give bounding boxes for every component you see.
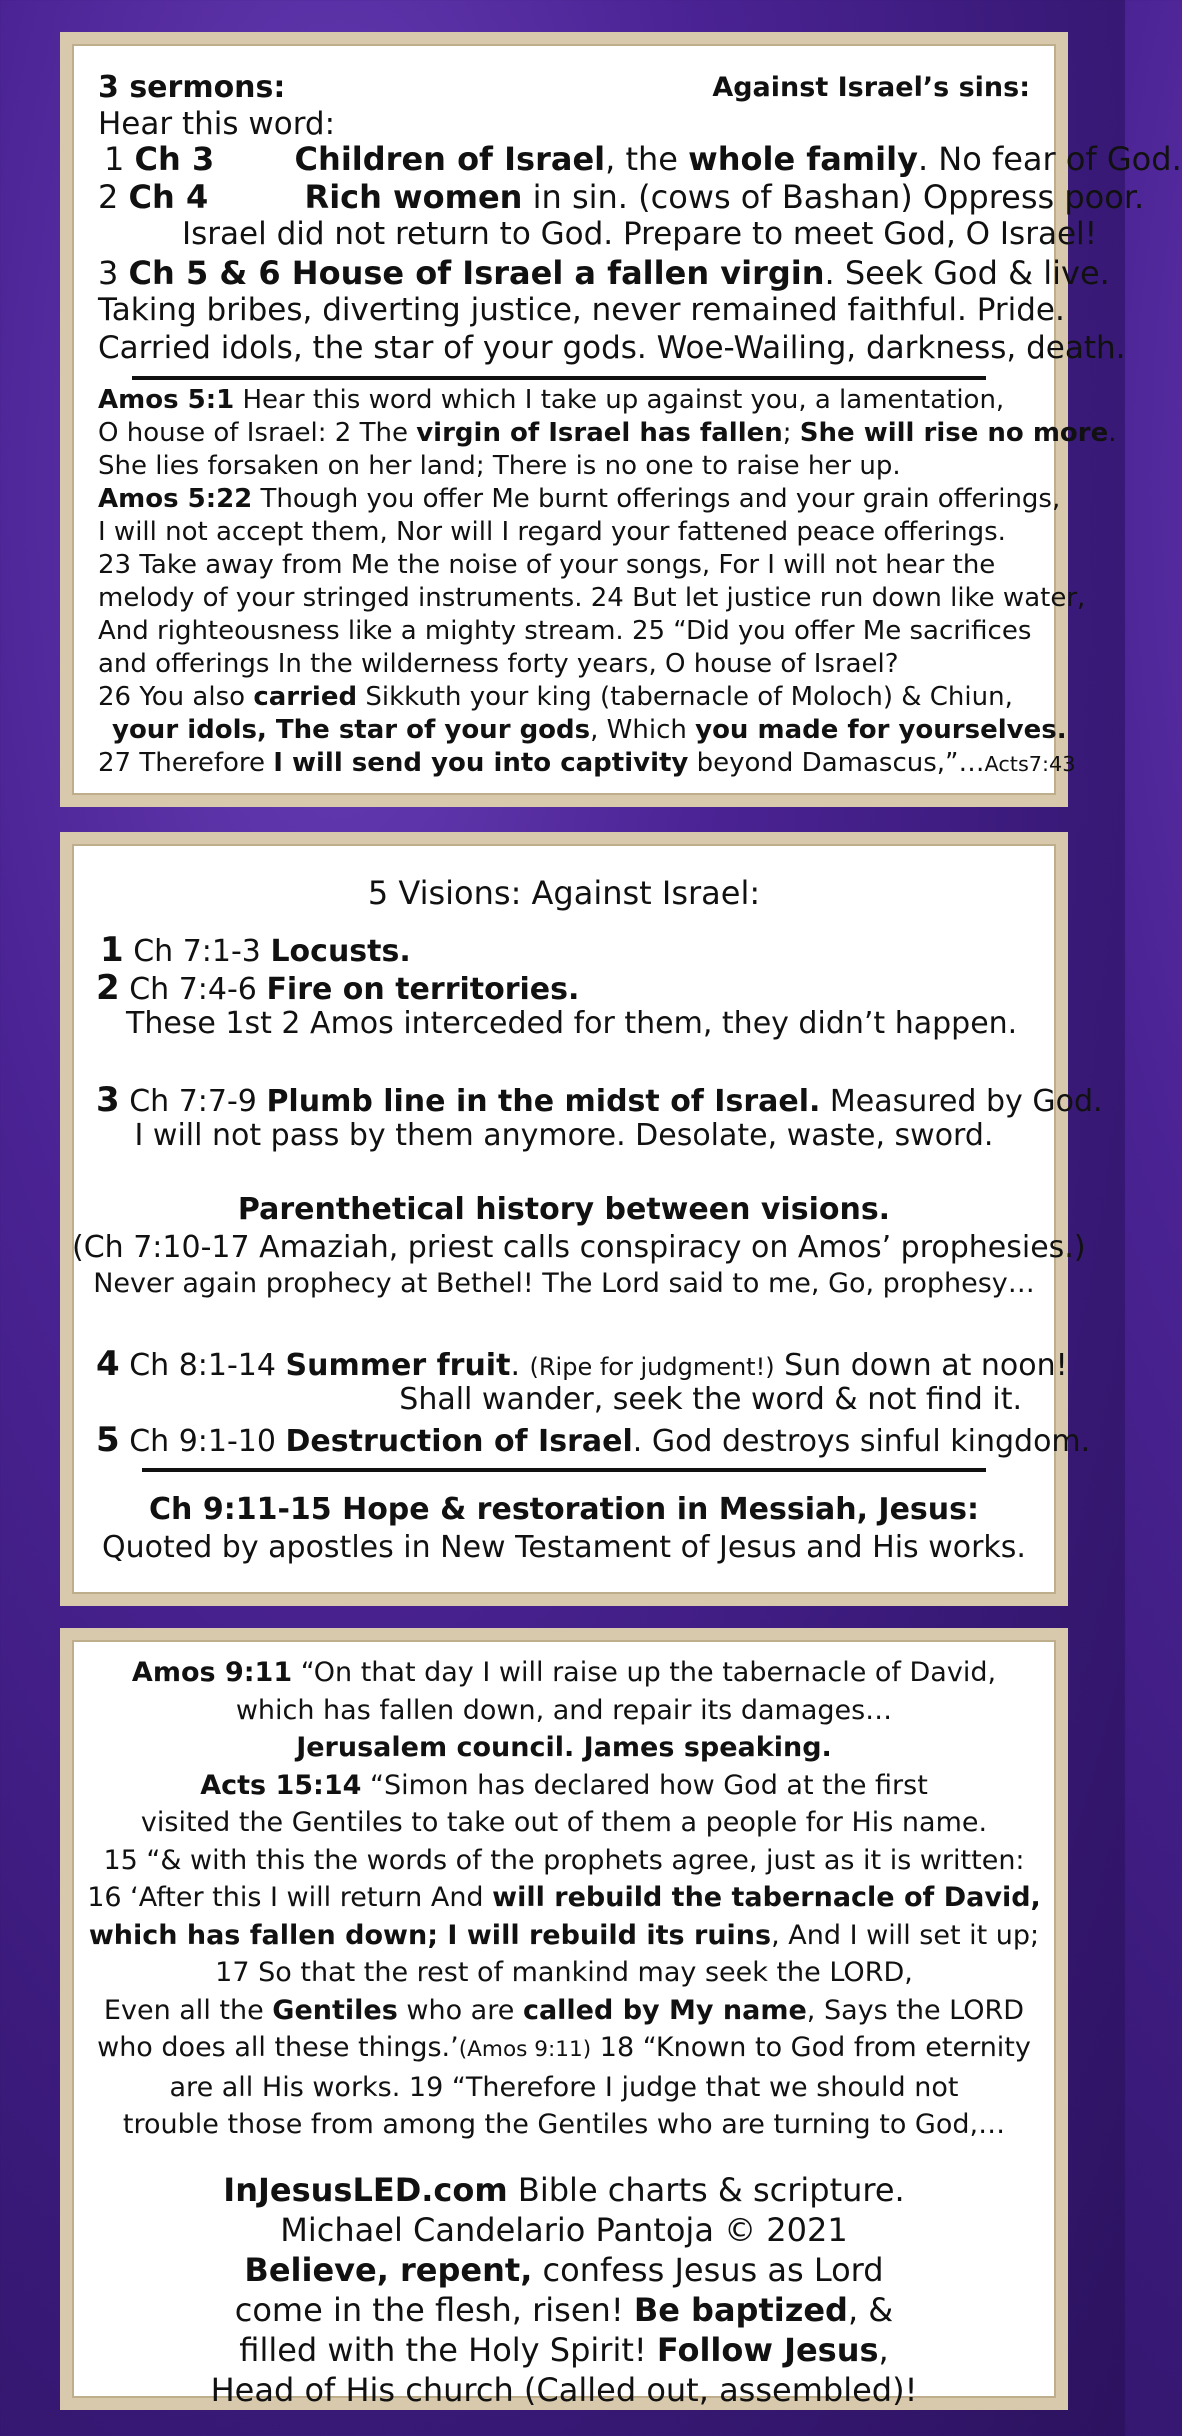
vision-1: 1 Ch 7:1-3 Locusts. [100, 930, 411, 970]
parenthetical-line2: Never again prophecy at Bethel! The Lord said to me, Go, prophesy… [93, 1268, 1035, 1299]
visions-panel [60, 832, 1103, 1606]
sermons-intro: Hear this word: [98, 106, 336, 142]
sermons-heading: 3 sermons: [98, 70, 286, 105]
parenthetical-title: Parenthetical history between visions. [237, 1192, 891, 1227]
amos5-passage: Amos 5:1 Hear this word which I take up against you, a lamentation, O house of Israel: 2 The virgin of Israel has fallen; She will rise no more. She lies forsaken on her land; There is no one to raise her up. Amos 5:22 Though you offer Me burnt offerings and your grain offerings, I will not accept them, Nor will I regard your fattened peace offerings. 23 Take away from Me the noise of your songs, For I will not hear the melody of your stringed instruments. 24 But let justice run down like water, And righteousness like a mighty stream. 25 “Did you offer Me sacrifices and offerings In the wilderness forty years, O house of Israel? 26 You also carried Sikkuth your king (tabernacle of Moloch) & Chiun, your idols, The star of your gods, Which you made for yourselves. 27 Therefore I will send you into captivity beyond Damascus,”…Acts7:43 [98, 385, 1117, 778]
hope-line2: Quoted by apostles in New Testament of Jesus and His works. [102, 1530, 1026, 1565]
parenthetical-line1: (Ch 7:10-17 Amaziah, priest calls conspiracy on Amos’ prophesies.) [72, 1230, 1086, 1265]
author: Michael Candelario Pantoja © 2021 [280, 2211, 848, 2249]
hope-title: Ch 9:11-15 Hope & restoration in Messiah, Jesus: [149, 1492, 979, 1527]
sermon-3-line2: Taking bribes, diverting justice, never remained faithful. Pride. [98, 292, 1065, 328]
vision-4-line2: Shall wander, seek the word & not find it. [399, 1382, 1022, 1417]
footer: InJesusLED.com Bible charts & scripture. Michael Candelario Pantoja © 2021 Believe, repent, confess Jesus as Lord come in the flesh, risen! Be baptized, & filled with the Holy Spirit! Follow Jesus, Head of His church (Called out, assembled)! [72, 2170, 1056, 2410]
divider [142, 1468, 986, 1472]
amos9-passage: Amos 9:11 “On that day I will raise up the tabernacle of David, which has fallen down, and repair its damages… Jerusalem council. James speaking. Acts 15:14 “Simon has declared how God at the first visited the Gentiles to take out of them a people for His name. 15 “& with this the words of the prophets agree, just as it is written: 16 ‘After this I will return And will rebuild the tabernacle of David, which has fallen down; I will rebuild its ruins, And I will set it up; 17 So that the rest of mankind may seek the LORD, Even all the Gentiles who are called by My name, Says the LORD who does all these things.’(Amos 9:11) 18 “Known to God from eternity are all His works. 19 “Therefore I judge that we should not trouble those from among the Gentiles who are turning to God,… [87, 1657, 1041, 2140]
vision-1-2-note: These 1st 2 Amos interceded for them, they didn’t happen. [126, 1006, 1018, 1041]
divider [132, 376, 986, 380]
sermon-3-line3: Carried idols, the star of your gods. Woe-Wailing, darkness, death. [98, 330, 1126, 366]
restoration-panel [60, 1628, 1068, 2410]
vision-3: 3 Ch 7:7-9 Plumb line in the midst of Israel. Measured by God. [96, 1080, 1103, 1120]
visions-title: 5 Visions: Against Israel: [367, 874, 761, 912]
site-link[interactable]: InJesusLED.com [223, 2171, 508, 2209]
vision-2: 2 Ch 7:4-6 Fire on territories. [96, 968, 580, 1008]
sermon-3: 3 Ch 5 & 6 House of Israel a fallen virgin. Seek God & live. [98, 254, 1110, 292]
sermon-2-line2: Israel did not return to God. Prepare to meet God, O Israel! [182, 216, 1098, 252]
vision-3-line2: I will not pass by them anymore. Desolate, waste, sword. [134, 1118, 994, 1153]
sermon-1: 1 Ch 3 Children of Israel, the whole family. No fear of God. [104, 140, 1182, 178]
sermons-heading-right: Against Israel’s sins: [712, 72, 1030, 103]
vision-4: 4 Ch 8:1-14 Summer fruit. (Ripe for judgment!) Sun down at noon! [96, 1344, 1068, 1384]
sermons-panel [60, 32, 1182, 807]
sermon-2: 2 Ch 4 Rich women in sin. (cows of Bashan) Oppress poor. [98, 178, 1145, 216]
vision-5: 5 Ch 9:1-10 Destruction of Israel. God destroys sinful kingdom. [96, 1420, 1091, 1460]
